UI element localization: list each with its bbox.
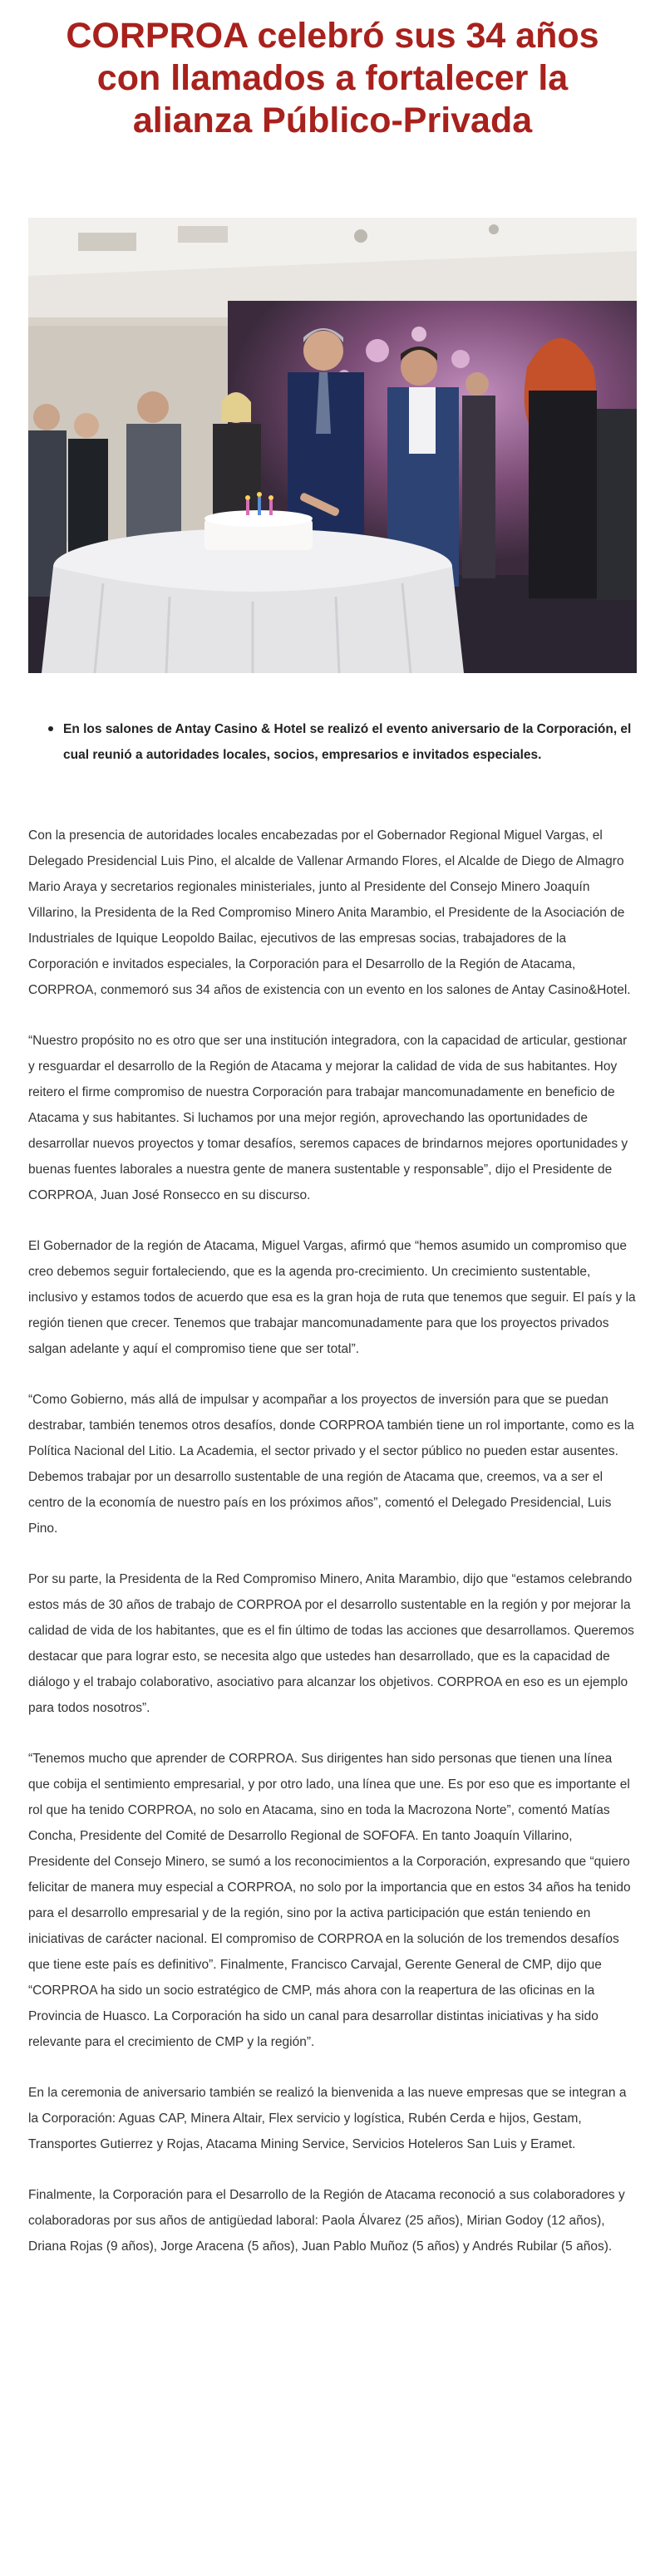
paragraph: En la ceremonia de aniversario también se realizó la bienvenida a las nueve empresas que se integran a la Corporación: Aguas CAP, Minera Altair, Flex servicio y logística, Rubén Cerda e hijos, Gestam, Transportes Gutierrez y Rojas, Atacama Mining Service, Servicios Hoteleros San Luis y Eramet. [28, 2086, 627, 2151]
paragraph: Por su parte, la Presidenta de la Red Compromiso Minero, Anita Marambio, dijo que “estamos celebrando estos más de 30 años de trabajo de CORPROA por el desarrollo sustentable en la región y por mejorar la calidad de vida de los habitantes, que es el fin último de todas las acciones que desarrollamos. Queremos destacar que para lograr esto, se necesita algo que ustedes han desarrollado, que es la capacidad de diálogo y el trabajo colaborativo, asociativo para alcanzar los objetivos. CORPROA en eso es un ejemplo para todos nosotros”. [28, 1572, 634, 1715]
article [28, 0, 637, 2254]
article-title: CORPROA celebró sus 34 años con llamados a fortalecer la alianza Público-Privada [66, 16, 599, 140]
paragraph: Con la presencia de autoridades locales encabezadas por el Gobernador Regional Miguel Vargas, el Delegado Presidencial Luis Pino, el alcalde de Vallenar Armando Flores, el Alcalde de Diego de Almagro Mario Araya y secretarios regionales ministeriales, junto al Presidente del Consejo Minero Joaquín Villarino, la Presidenta de la Red Compromiso Minero Anita Marambio, el Presidente de la Asociación de Industriales de Iquique Leopoldo Bailac, ejecutivos de las empresas socias, trabajadores de la Corporación e invitados especiales, la Corporación para el Desarrollo de la Región de Atacama, CORPROA, conmemoró sus 34 años de existencia con un evento en los salones de Antay Casino&Hotel. [28, 828, 631, 997]
article-photo [28, 218, 637, 673]
lead-item [63, 716, 637, 768]
paragraph: Finalmente, la Corporación para el Desarrollo de la Región de Atacama reconoció a sus colaboradores y colaboradoras por sus años de antigüedad laboral: Paola Álvarez (25 años), Mirian Godoy (12 años), Driana Rojas (9 años), Jorge Aracena (5 años), Juan Pablo Muñoz (5 años) y Andrés Rubilar (5 años). [28, 2188, 625, 2254]
bullet-icon [48, 726, 53, 731]
paragraph: El Gobernador de la región de Atacama, Miguel Vargas, afirmó que “hemos asumido un compromiso que creo debemos seguir fortaleciendo, que es la agenda pro-crecimiento. Un crecimiento sustentable, inclusivo y estamos todos de acuerdo que esa es la gran hoja de ruta que tenemos que seguir. El país y la región tienen que crecer. Tenemos que trabajar mancomunadamente para que los proyectos privados salgan adelante y aquí el compromiso tiene que ser total”. [28, 1239, 636, 1356]
lead-list [28, 716, 637, 768]
paragraph: “Nuestro propósito no es otro que ser una institución integradora, con la capacidad de articular, gestionar y resguardar el desarrollo de la Región de Atacama y mejorar la calidad de vida de sus habitantes. Hoy reitero el firme compromiso de nuestra Corporación para trabajar mancomunadamente en beneficio de Atacama y sus habitantes. Si luchamos por una mejor región, aprovechando las oportunidades de desarrollar nuevos proyectos y tomar desafíos, seremos capaces de brindarnos mejores oportunidades y buenas fuentes laborales a nuestra gente de manera sustentable y responsable”, dijo el Presidente de CORPROA, Juan José Ronsecco en su discurso. [28, 1034, 628, 1202]
paragraph: “Como Gobierno, más allá de impulsar y acompañar a los proyectos de inversión para que se puedan destrabar, también tenemos otros desafíos, donde CORPROA también tiene un rol importante, como es la Política Nacional del Litio. La Academia, el sector privado y el sector público no pueden estar ausentes. Debemos trabajar por un desarrollo sustentable de una región de Atacama que, creemos, va a ser el centro de la economía de nuestro país en los próximos años”, comentó el Delegado Presidencial, Luis Pino. [28, 1393, 634, 1536]
lead-item-text: En los salones de Antay Casino & Hotel se realizó el evento aniversario de la Corporación, el cual reunió a autoridades locales, socios, empresarios e invitados especiales. [63, 722, 632, 762]
article-body [28, 823, 637, 2284]
paragraph: “Tenemos mucho que aprender de CORPROA. Sus dirigentes han sido personas que tienen una línea que cobija el sentimiento empresarial, y por otro lado, una línea que une. Es por eso que es importante el rol que ha tenido CORPROA, no solo en Atacama, sino en toda la Macrozona Norte”, comentó Matías Concha, Presidente del Comité de Desarrollo Regional de SOFOFA. En tanto Joaquín Villarino, Presidente del Consejo Minero, se sumó a los reconocimientos a la Corporación, expresando que “quiero felicitar de manera muy especial a CORPROA, no solo por la importancia que en estos 34 años ha tenido para el desarrollo empresarial y de la región, sino por la activa participación que están teniendo en iniciativas de carácter nacional. El compromiso de CORPROA en la solución de los tremendos desafíos que tiene este país es definitivo”. Finalmente, Francisco Carvajal, Gerente General de CMP, dijo que “CORPROA ha sido un socio estratégico de CMP, más ahora con la reapertura de las oficinas en la Provincia de Huasco. La Corporación ha sido un canal para desarrollar distintas iniciativas y ha sido relevante para el crecimiento de CMP y la región”. [28, 1752, 631, 2049]
event-photo-illustration [28, 218, 637, 673]
